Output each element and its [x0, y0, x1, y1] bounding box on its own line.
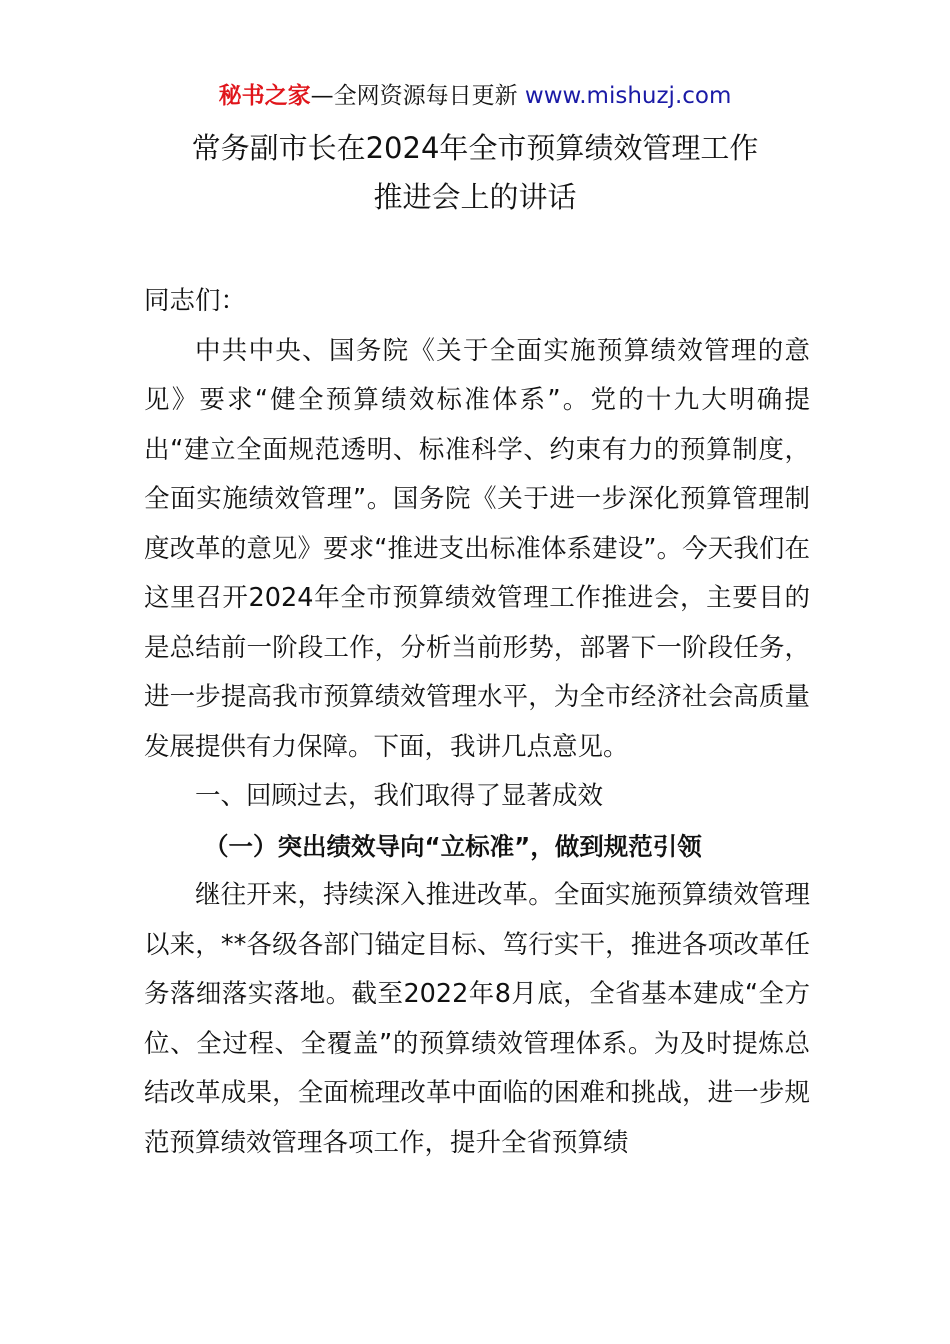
brand-name: 秘书之家 — [218, 83, 311, 109]
section-heading: 一、回顾过去，我们取得了显著成效 — [195, 781, 604, 811]
body-paragraph: 继往开来，持续深入推进改革。全面实施预算绩效管理以来，**各级各部门锚定目标、笃行实干，推进各项改革任务落细落实落地。截至2022年8月底，全省基本建成“全方位、全过程、全覆盖”的预算绩效管理体系。为及时提炼总结改革成果，全面梳理改革中面临的困难和挑战，进一步规范预算绩效管理各项工作，提升全省预算绩 — [144, 880, 810, 1158]
document-title-line-2: 推进会上的讲话 — [373, 180, 577, 214]
document-title-line-1: 常务副市长在2024年全市预算绩效管理工作 — [191, 131, 759, 165]
salutation: 同志们： — [144, 286, 247, 316]
site-url-link[interactable]: www.mishuzj.com — [524, 83, 732, 109]
intro-paragraph: 中共中央、国务院《关于全面实施预算绩效管理的意见》要求“健全预算绩效标准体系”。党的十九大明确提出“建立全面规范透明、标准科学、约束有力的预算制度，全面实施绩效管理”。国务院《关于进一步深化预算管理制度改革的意见》要求“推进支出标准体系建设”。今天我们在这里召开2024年全市预算绩效管理工作推进会，主要目的是总结前一阶段工作，分析当前形势，部署下一阶段任务，进一步提高我市预算绩效管理水平，为全市经济社会高质量发展提供有力保障。下面，我讲几点意见。 — [144, 335, 810, 762]
header-tagline: —全网资源每日更新 — [310, 83, 518, 109]
site-header — [0, 80, 950, 112]
document-body — [144, 277, 810, 1168]
subsection-heading: （一）突出绩效导向“立标准”，做到规范引领 — [204, 831, 702, 861]
